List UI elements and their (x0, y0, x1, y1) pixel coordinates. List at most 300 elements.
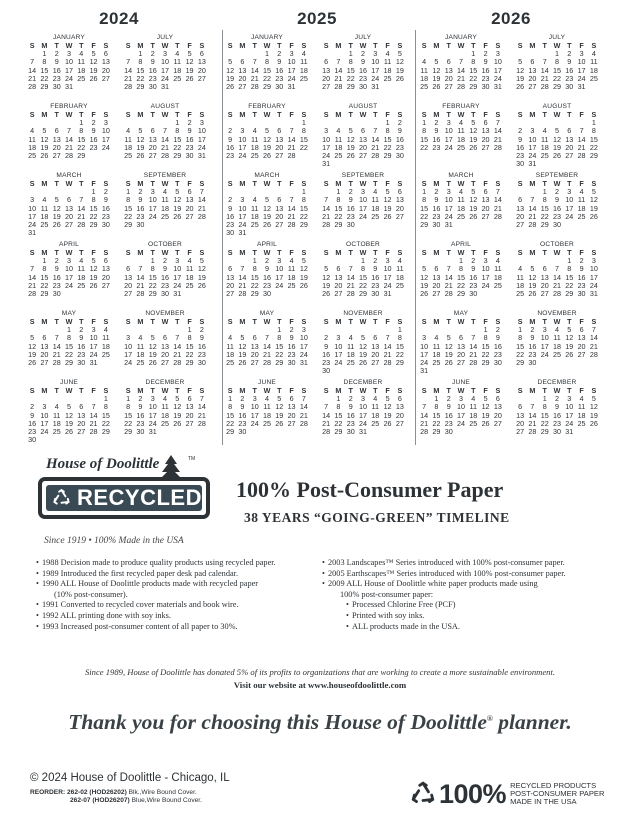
day-cell: 18 (577, 203, 586, 213)
weekday-label: W (457, 179, 465, 188)
weekday-label: T (567, 110, 572, 119)
weekday-label: T (471, 41, 476, 50)
day-cell: 2 (54, 256, 59, 266)
day-cell: 23 (322, 357, 331, 367)
day-cell: 7 (175, 333, 180, 343)
day-cell: 9 (79, 333, 84, 343)
day-cell: 5 (385, 394, 390, 404)
day-cell: 16 (481, 65, 490, 75)
day-cell: 15 (148, 272, 157, 282)
day-cell: 1 (150, 256, 155, 266)
day-cell: 8 (301, 126, 306, 136)
day-cell: 25 (124, 150, 133, 160)
copyright: © 2024 House of Doolittle - Chicago, IL (30, 772, 230, 784)
weekday-label: S (29, 41, 35, 50)
day-cell: 10 (238, 203, 247, 213)
day-cell: 8 (264, 57, 269, 67)
day-cell: 1 (301, 187, 306, 197)
day-cell: 6 (567, 126, 572, 136)
month-name: OCTOBER (148, 241, 182, 248)
day-cell: 3 (324, 126, 329, 136)
day-cell: 18 (383, 65, 392, 75)
day-cell: 29 (481, 357, 490, 367)
day-cell: 29 (383, 150, 392, 160)
day-cell: 7 (54, 333, 59, 343)
day-cell: 5 (324, 264, 329, 274)
weekday-label: W (263, 248, 271, 257)
month-august (514, 102, 600, 171)
day-cell: 16 (226, 211, 235, 221)
day-grid (122, 387, 208, 436)
day-grid (514, 387, 600, 436)
day-cell: 21 (262, 349, 271, 359)
day-cell: 26 (528, 288, 537, 298)
day-cell: 25 (456, 142, 465, 152)
day-cell: 13 (226, 272, 235, 282)
day-grid (514, 318, 600, 367)
weekday-label: S (517, 317, 523, 326)
day-cell: 10 (197, 126, 206, 136)
day-cell: 23 (101, 211, 110, 221)
day-cell: 31 (287, 81, 296, 91)
day-cell: 11 (371, 195, 380, 205)
day-cell: 13 (160, 341, 169, 351)
day-cell: 13 (40, 341, 49, 351)
day-cell: 27 (52, 150, 61, 160)
day-grid (418, 42, 504, 91)
day-cell: 11 (287, 264, 296, 274)
day-cell: 31 (28, 228, 37, 238)
day-cell: 30 (395, 150, 404, 160)
month-name: JULY (548, 34, 566, 41)
day-cell: 18 (250, 142, 259, 152)
day-cell: 24 (322, 150, 331, 160)
day-cell: 4 (264, 394, 269, 404)
day-cell: 21 (136, 280, 145, 290)
weekday-label: T (471, 248, 476, 257)
day-cell: 26 (275, 418, 284, 428)
day-cell: 23 (358, 73, 367, 83)
day-cell: 20 (52, 142, 61, 152)
day-cell: 11 (161, 402, 169, 412)
day-cell: 2 (397, 118, 402, 128)
day-cell: 11 (457, 126, 465, 136)
day-cell: 27 (238, 81, 247, 91)
day-cell: 26 (469, 211, 478, 221)
day-cell: 19 (275, 410, 284, 420)
day-cell: 29 (552, 81, 561, 91)
day-cell: 1 (483, 325, 488, 335)
day-cell: 22 (469, 73, 478, 83)
month-name: APRIL (450, 241, 472, 248)
day-cell: 17 (160, 65, 169, 75)
day-cell: 9 (199, 333, 204, 343)
day-cell: 19 (383, 203, 392, 213)
day-cell: 16 (275, 65, 284, 75)
weekday-label: S (125, 386, 131, 395)
day-cell: 1 (103, 394, 108, 404)
day-cell: 22 (383, 142, 392, 152)
weekday-label: T (150, 317, 155, 326)
timeline-item: • 1989 Introduced the first recycled paper desk pad calendar. (36, 569, 316, 580)
day-cell: 18 (77, 272, 86, 282)
weekday-label: S (495, 110, 501, 119)
weekday-label: T (79, 179, 84, 188)
day-cell: 8 (348, 57, 353, 67)
day-cell: 26 (346, 150, 355, 160)
weekday-label: S (227, 317, 233, 326)
day-cell: 16 (136, 410, 145, 420)
day-cell: 4 (228, 333, 233, 343)
day-cell: 30 (77, 357, 86, 367)
day-cell: 20 (275, 211, 284, 221)
day-cell: 10 (420, 341, 429, 351)
day-cell: 3 (175, 256, 180, 266)
day-cell: 17 (89, 341, 98, 351)
day-cell: 14 (299, 402, 308, 412)
day-cell: 15 (395, 341, 404, 351)
day-cell: 1 (591, 118, 596, 128)
day-cell: 16 (89, 134, 98, 144)
day-cell: 25 (493, 280, 502, 290)
day-cell: 30 (226, 228, 235, 238)
day-cell: 8 (542, 402, 547, 412)
day-cell: 10 (577, 57, 586, 67)
month-name: FEBRUARY (50, 103, 88, 110)
day-cell: 4 (162, 394, 167, 404)
day-cell: 27 (565, 150, 574, 160)
weekday-label: S (591, 317, 597, 326)
day-grid (224, 318, 310, 367)
weekday-label: M (529, 248, 536, 257)
day-cell: 30 (565, 81, 574, 91)
day-cell: 5 (518, 57, 523, 67)
day-cell: 3 (162, 49, 167, 59)
weekday-label: W (457, 317, 465, 326)
day-cell: 23 (52, 280, 61, 290)
day-cell: 8 (79, 126, 84, 136)
day-cell: 11 (226, 341, 234, 351)
weekday-label: T (252, 110, 257, 119)
weekday-label: S (517, 41, 523, 50)
day-cell: 27 (226, 288, 235, 298)
day-cell: 12 (197, 264, 206, 274)
since-tagline: Since 1919 • 100% Made in the USA (44, 536, 184, 546)
day-cell: 29 (346, 81, 355, 91)
day-cell: 10 (40, 410, 49, 420)
day-cell: 21 (160, 142, 169, 152)
day-cell: 2 (199, 325, 204, 335)
day-cell: 15 (250, 272, 259, 282)
weekday-label: T (252, 41, 257, 50)
day-cell: 23 (552, 418, 561, 428)
weekday-label: S (301, 386, 307, 395)
day-cell: 1 (397, 325, 402, 335)
weekday-label: W (553, 179, 561, 188)
day-cell: 7 (30, 264, 35, 274)
day-cell: 13 (250, 341, 259, 351)
weekday-label: W (161, 110, 169, 119)
day-cell: 12 (481, 402, 490, 412)
day-cell: 17 (358, 203, 367, 213)
day-cell: 12 (358, 341, 367, 351)
timeline-item: • 1988 Decision made to produce quality products using recycled paper. (36, 558, 316, 569)
day-cell: 7 (348, 264, 353, 274)
day-cell: 29 (250, 288, 259, 298)
day-cell: 14 (238, 272, 247, 282)
day-cell: 26 (173, 418, 182, 428)
weekday-label: S (125, 110, 131, 119)
day-cell: 13 (185, 402, 194, 412)
weekday-label: W (65, 41, 73, 50)
day-cell: 10 (334, 341, 343, 351)
day-cell: 16 (101, 203, 110, 213)
day-cell: 30 (552, 219, 561, 229)
thanks-text: Thank you for choosing this House of Doolittle (68, 710, 487, 734)
day-cell: 15 (64, 341, 73, 351)
day-cell: 7 (471, 333, 476, 343)
weekday-label: S (301, 179, 307, 188)
day-grid (224, 180, 310, 237)
day-cell: 5 (264, 126, 269, 136)
day-cell: 26 (262, 219, 271, 229)
weekday-label: T (471, 386, 476, 395)
day-cell: 14 (262, 341, 271, 351)
weekday-label: T (373, 41, 378, 50)
day-cell: 4 (579, 394, 584, 404)
day-cell: 22 (262, 73, 271, 83)
day-cell: 21 (287, 211, 296, 221)
day-cell: 29 (226, 426, 235, 436)
day-cell: 18 (516, 280, 525, 290)
day-cell: 29 (77, 150, 86, 160)
day-cell: 21 (77, 211, 86, 221)
weekday-label: S (227, 248, 233, 257)
day-cell: 29 (40, 81, 49, 91)
day-cell: 8 (336, 195, 341, 205)
day-cell: 18 (250, 211, 259, 221)
day-cell: 16 (185, 134, 194, 144)
day-cell: 29 (334, 426, 343, 436)
weekday-label: T (348, 248, 353, 257)
weekday-label: S (517, 179, 523, 188)
recycle-icon (52, 486, 71, 510)
day-cell: 14 (287, 134, 296, 144)
day-cell: 1 (187, 325, 192, 335)
day-cell: 14 (322, 203, 331, 213)
weekday-label: S (199, 248, 205, 257)
day-cell: 7 (301, 394, 306, 404)
day-cell: 24 (40, 426, 49, 436)
day-cell: 9 (240, 402, 245, 412)
timeline-item: • 2005 Earthscapes™ Series introduced with 100% post-consumer paper. (322, 569, 622, 580)
weekday-label: S (301, 317, 307, 326)
weekday-label: M (433, 317, 440, 326)
month-november (122, 309, 208, 378)
day-cell: 10 (493, 57, 502, 67)
day-cell: 22 (124, 418, 133, 428)
day-cell: 30 (528, 357, 537, 367)
day-grid (418, 318, 504, 375)
weekday-label: T (567, 179, 572, 188)
months-grid (418, 33, 604, 447)
day-grid (224, 111, 310, 160)
day-cell: 27 (395, 211, 404, 221)
weekday-label: T (79, 317, 84, 326)
day-cell: 16 (197, 341, 206, 351)
day-cell: 28 (346, 288, 355, 298)
day-cell: 4 (175, 49, 180, 59)
day-cell: 3 (360, 394, 365, 404)
day-cell: 13 (275, 134, 284, 144)
day-cell: 6 (324, 57, 329, 67)
weekday-label: F (289, 41, 294, 50)
day-cell: 26 (52, 219, 61, 229)
day-cell: 19 (552, 142, 561, 152)
day-cell: 16 (432, 134, 441, 144)
day-cell: 2 (434, 187, 439, 197)
day-cell: 30 (275, 81, 284, 91)
day-cell: 14 (540, 65, 549, 75)
day-cell: 29 (185, 357, 194, 367)
weekday-label: F (385, 386, 390, 395)
weekday-label: T (54, 41, 59, 50)
month-name: MARCH (254, 172, 280, 179)
weekday-label: M (335, 386, 342, 395)
day-cell: 27 (275, 219, 284, 229)
year-block-2026 (418, 8, 604, 447)
day-cell: 28 (197, 211, 206, 221)
day-cell: 17 (577, 65, 586, 75)
day-cell: 12 (173, 402, 182, 412)
weekday-label: T (79, 41, 84, 50)
day-cell: 12 (528, 272, 537, 282)
day-grid (122, 180, 208, 229)
weekday-label: T (150, 248, 155, 257)
recycled-badge (410, 777, 620, 811)
day-cell: 6 (277, 126, 282, 136)
day-grid (26, 318, 112, 367)
month-august (320, 102, 406, 171)
day-cell: 22 (516, 349, 525, 359)
day-cell: 13 (322, 65, 331, 75)
day-cell: 23 (346, 418, 355, 428)
timeline-item: (10% post-consumer). (54, 589, 128, 599)
weekday-label: M (239, 41, 246, 50)
weekday-label: T (348, 41, 353, 50)
weekday-label: T (79, 386, 84, 395)
weekday-label: F (289, 386, 294, 395)
month-name: APRIL (256, 241, 278, 248)
day-cell: 1 (277, 325, 282, 335)
day-cell: 3 (336, 333, 341, 343)
weekday-label: W (263, 110, 271, 119)
day-cell: 11 (250, 203, 259, 213)
day-cell: 14 (528, 410, 537, 420)
month-name: SEPTEMBER (535, 172, 579, 179)
day-cell: 23 (287, 349, 296, 359)
weekday-label: W (263, 41, 271, 50)
badge-percent: 100% (439, 778, 507, 809)
day-cell: 29 (148, 288, 157, 298)
day-cell: 17 (238, 211, 247, 221)
day-cell: 25 (469, 418, 478, 428)
day-cell: 13 (197, 57, 206, 67)
day-cell: 20 (124, 280, 133, 290)
day-cell: 25 (334, 150, 343, 160)
year-block-2025 (224, 8, 410, 447)
day-cell: 11 (40, 203, 49, 213)
day-cell: 17 (322, 142, 331, 152)
day-cell: 9 (54, 264, 59, 274)
day-cell: 5 (91, 49, 96, 59)
day-cell: 11 (457, 195, 465, 205)
day-cell: 22 (299, 142, 308, 152)
day-cell: 7 (579, 126, 584, 136)
timeline-right (322, 558, 622, 632)
day-cell: 9 (518, 134, 523, 144)
day-cell: 28 (322, 219, 331, 229)
day-cell: 16 (432, 203, 441, 213)
month-june (26, 378, 112, 447)
website-link[interactable]: Visit our website at www.houseofdoolittle.com (233, 680, 407, 690)
day-cell: 24 (101, 142, 110, 152)
day-cell: 25 (589, 73, 598, 83)
day-cell: 15 (77, 134, 86, 144)
day-cell: 8 (138, 57, 143, 67)
weekday-label: S (323, 41, 329, 50)
weekday-label: T (373, 179, 378, 188)
day-cell: 28 (469, 357, 478, 367)
day-cell: 27 (395, 418, 404, 428)
day-cell: 28 (493, 142, 502, 152)
day-cell: 6 (518, 195, 523, 205)
day-cell: 15 (89, 203, 98, 213)
day-grid (26, 387, 112, 444)
day-cell: 16 (346, 410, 355, 420)
day-cell: 6 (336, 264, 341, 274)
day-cell: 12 (552, 134, 561, 144)
day-cell: 25 (552, 349, 561, 359)
day-cell: 17 (64, 272, 73, 282)
day-cell: 16 (226, 142, 235, 152)
day-cell: 23 (52, 73, 61, 83)
day-cell: 14 (28, 65, 37, 75)
day-cell: 31 (173, 288, 182, 298)
day-grid (320, 318, 406, 375)
day-cell: 15 (40, 65, 49, 75)
day-cell: 24 (64, 280, 73, 290)
day-cell: 26 (395, 73, 404, 83)
day-cell: 18 (77, 65, 86, 75)
day-cell: 30 (136, 426, 145, 436)
month-june (224, 378, 310, 447)
weekday-label: M (335, 179, 342, 188)
day-cell: 26 (226, 81, 235, 91)
weekday-label: S (301, 248, 307, 257)
weekday-label: M (239, 317, 246, 326)
day-cell: 1 (42, 49, 47, 59)
day-cell: 8 (228, 402, 233, 412)
day-cell: 25 (101, 349, 110, 359)
day-cell: 13 (395, 402, 404, 412)
weekday-label: W (65, 110, 73, 119)
day-cell: 22 (334, 211, 343, 221)
day-cell: 3 (301, 325, 306, 335)
weekday-label: S (397, 179, 403, 188)
day-cell: 20 (528, 73, 537, 83)
day-cell: 17 (238, 142, 247, 152)
